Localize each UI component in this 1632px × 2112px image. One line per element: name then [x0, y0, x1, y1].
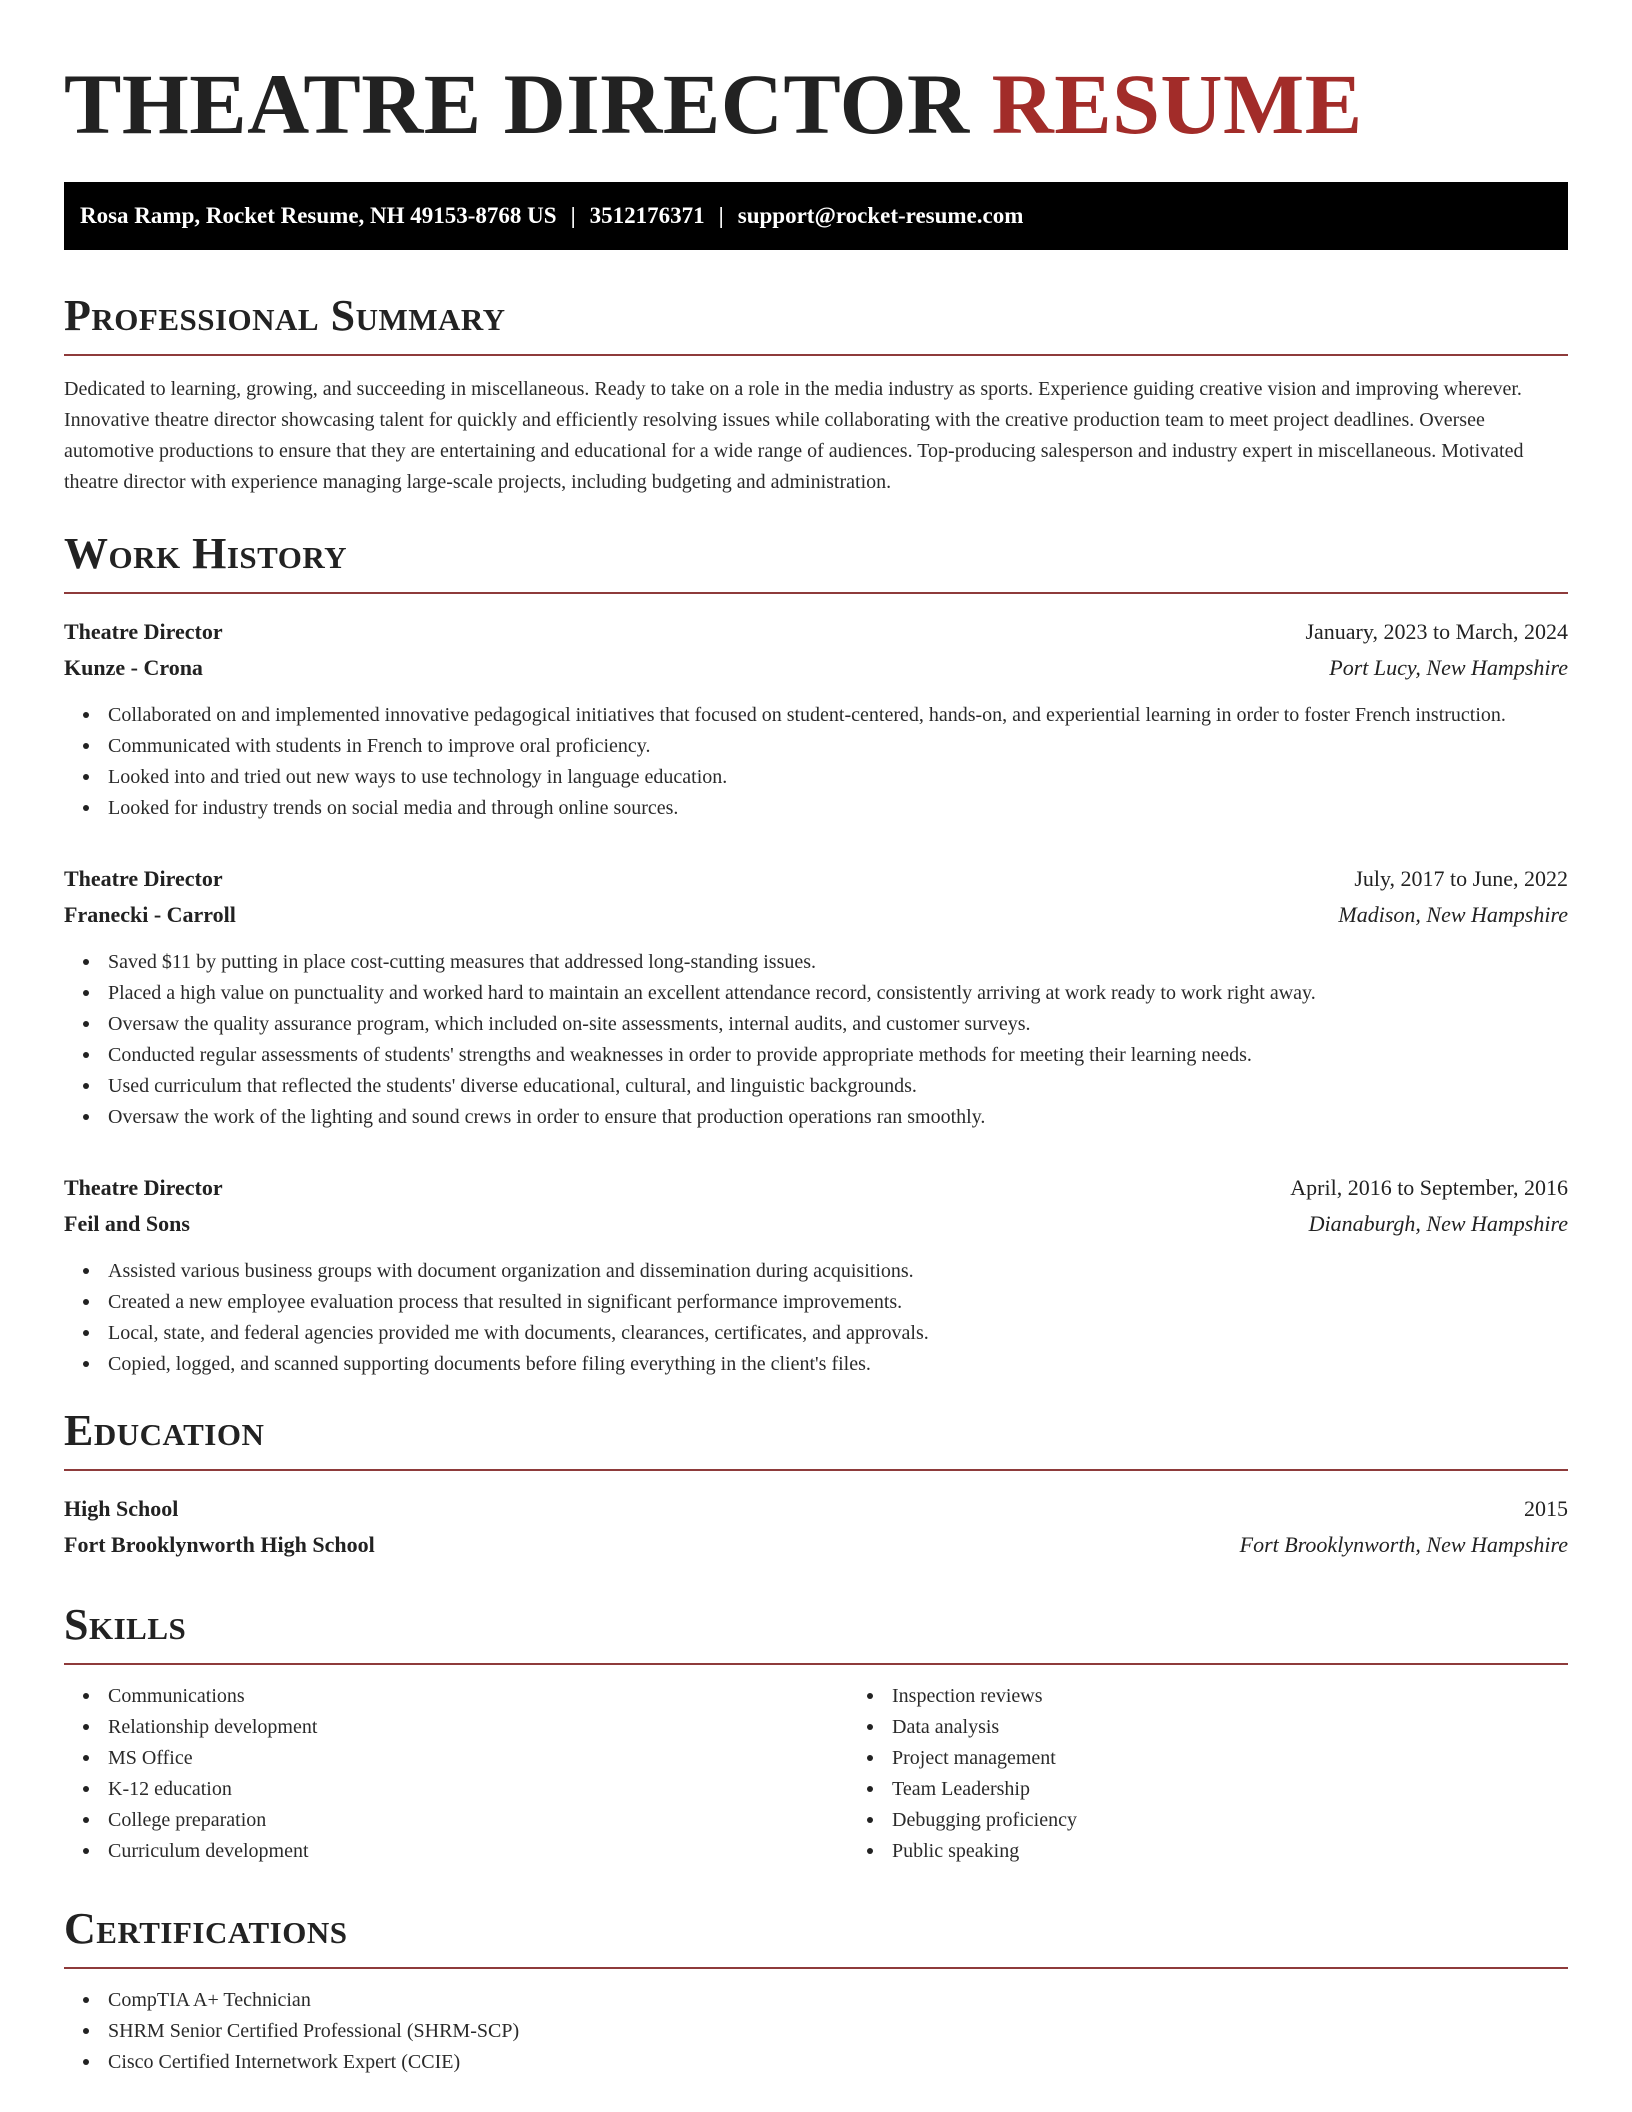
education-school: Fort Brooklynworth High School: [64, 1532, 375, 1557]
job-entry: [64, 614, 1568, 823]
contact-bar: [64, 182, 1568, 250]
section-heading: Professional Summary: [64, 291, 506, 340]
job-title: Theatre Director: [64, 866, 223, 891]
job-dates: April, 2016 to September, 2016: [1290, 1175, 1568, 1200]
job-location: Dianaburgh, New Hampshire: [1308, 1211, 1568, 1236]
section-divider: [64, 354, 1568, 356]
summary-text: Dedicated to learning, growing, and succeeding in miscellaneous. Ready to take on a role in the media industry as sports. Experience guiding creative vision and improving wherever. Innovative theatre director showcasing talent for quickly and efficiently resolving issues while collaborating with the creative production team to meet project deadlines. Oversee automotive productions to ensure that they are entertaining and educational for a wide range of audiences. Top-producing salesperson and industry expert in miscellaneous. Motivated theatre director with experience managing large-scale projects, including budgeting and administration.: [64, 378, 1524, 493]
job-company-row: [64, 897, 1568, 933]
certifications-list: [64, 1985, 1568, 2077]
list-item: Team Leadership: [892, 1774, 1632, 1804]
page-title: [64, 58, 1568, 150]
certifications-section: [64, 1903, 1568, 2077]
job-entry: [64, 1170, 1568, 1379]
list-item: SHRM Senior Certified Professional (SHRM-SCP): [108, 2016, 1568, 2046]
contact-phone: 3512176371: [589, 203, 705, 228]
section-divider: [64, 1663, 1568, 1665]
title-main: THEATRE DIRECTOR: [64, 56, 970, 152]
job-dates: January, 2023 to March, 2024: [1305, 619, 1568, 644]
list-item: Inspection reviews: [892, 1681, 1632, 1711]
list-item: Communicated with students in French to improve oral proficiency.: [108, 731, 1568, 761]
section-divider: [64, 1469, 1568, 1471]
list-item: CompTIA A+ Technician: [108, 1985, 1568, 2015]
list-item: Used curriculum that reflected the students' diverse educational, cultural, and linguistic backgrounds.: [108, 1071, 1568, 1101]
section-heading: Education: [64, 1406, 265, 1455]
section-divider: [64, 592, 1568, 594]
work-history-section: [64, 528, 1568, 1379]
list-item: Looked into and tried out new ways to use technology in language education.: [108, 762, 1568, 792]
list-item: Created a new employee evaluation process that resulted in significant performance improvements.: [108, 1287, 1568, 1317]
section-heading: Certifications: [64, 1904, 348, 1953]
list-item: College preparation: [108, 1805, 848, 1835]
job-company: Franecki - Carroll: [64, 902, 236, 927]
skills-columns: [64, 1681, 1568, 1867]
list-item: Debugging proficiency: [892, 1805, 1632, 1835]
job-bullets: [64, 1256, 1568, 1379]
list-item: Curriculum development: [108, 1836, 848, 1866]
list-item: Oversaw the work of the lighting and sound crews in order to ensure that production operations ran smoothly.: [108, 1102, 1568, 1132]
job-company: Feil and Sons: [64, 1211, 190, 1236]
job-location: Port Lucy, New Hampshire: [1329, 655, 1568, 680]
job-company: Kunze - Crona: [64, 655, 203, 680]
list-item: Conducted regular assessments of students' strengths and weaknesses in order to provide appropriate methods for meeting their learning needs.: [108, 1040, 1568, 1070]
job-bullets: [64, 700, 1568, 823]
job-entry: [64, 861, 1568, 1132]
list-item: Project management: [892, 1743, 1632, 1773]
section-heading: Skills: [64, 1600, 187, 1649]
professional-summary-section: [64, 290, 1568, 498]
list-item: Looked for industry trends on social media and through online sources.: [108, 793, 1568, 823]
list-item: Local, state, and federal agencies provided me with documents, clearances, certificates, and approvals.: [108, 1318, 1568, 1348]
list-item: Oversaw the quality assurance program, which included on-site assessments, internal audits, and customer surveys.: [108, 1009, 1568, 1039]
job-title: Theatre Director: [64, 619, 223, 644]
education-degree-row: [64, 1491, 1568, 1527]
contact-separator: |: [718, 203, 724, 228]
skills-list-left: [64, 1681, 848, 1867]
contact-email: support@rocket-resume.com: [737, 203, 1024, 228]
section-divider: [64, 1967, 1568, 1969]
list-item: Copied, logged, and scanned supporting documents before filing everything in the client's files.: [108, 1349, 1568, 1379]
list-item: K-12 education: [108, 1774, 848, 1804]
job-company-row: [64, 650, 1568, 686]
list-item: Relationship development: [108, 1712, 848, 1742]
list-item: Public speaking: [892, 1836, 1632, 1866]
list-item: Placed a high value on punctuality and worked hard to maintain an excellent attendance record, consistently arriving at work ready to work right away.: [108, 978, 1568, 1008]
list-item: Collaborated on and implemented innovative pedagogical initiatives that focused on student-centered, hands-on, and experiential learning in order to foster French instruction.: [108, 700, 1568, 730]
contact-address: Rosa Ramp, Rocket Resume, NH 49153-8768 US: [80, 203, 557, 228]
list-item: Saved $11 by putting in place cost-cutting measures that addressed long-standing issues.: [108, 947, 1568, 977]
education-location: Fort Brooklynworth, New Hampshire: [1239, 1532, 1568, 1557]
education-school-row: [64, 1527, 1568, 1563]
list-item: Cisco Certified Internetwork Expert (CCIE): [108, 2047, 1568, 2077]
job-location: Madison, New Hampshire: [1338, 902, 1568, 927]
education-section: [64, 1405, 1568, 1563]
job-title-row: [64, 1170, 1568, 1206]
list-item: Data analysis: [892, 1712, 1632, 1742]
list-item: Communications: [108, 1681, 848, 1711]
skills-section: [64, 1599, 1568, 1867]
job-dates: July, 2017 to June, 2022: [1354, 866, 1568, 891]
list-item: Assisted various business groups with document organization and dissemination during acquisitions.: [108, 1256, 1568, 1286]
education-entry: [64, 1491, 1568, 1563]
education-year: 2015: [1524, 1496, 1568, 1521]
section-heading: Work History: [64, 529, 348, 578]
job-company-row: [64, 1206, 1568, 1242]
job-title-row: [64, 861, 1568, 897]
job-title-row: [64, 614, 1568, 650]
education-degree: High School: [64, 1496, 179, 1521]
title-accent: RESUME: [991, 56, 1363, 152]
list-item: MS Office: [108, 1743, 848, 1773]
contact-separator: |: [570, 203, 576, 228]
job-bullets: [64, 947, 1568, 1132]
job-title: Theatre Director: [64, 1175, 223, 1200]
skills-list-right: [848, 1681, 1632, 1867]
